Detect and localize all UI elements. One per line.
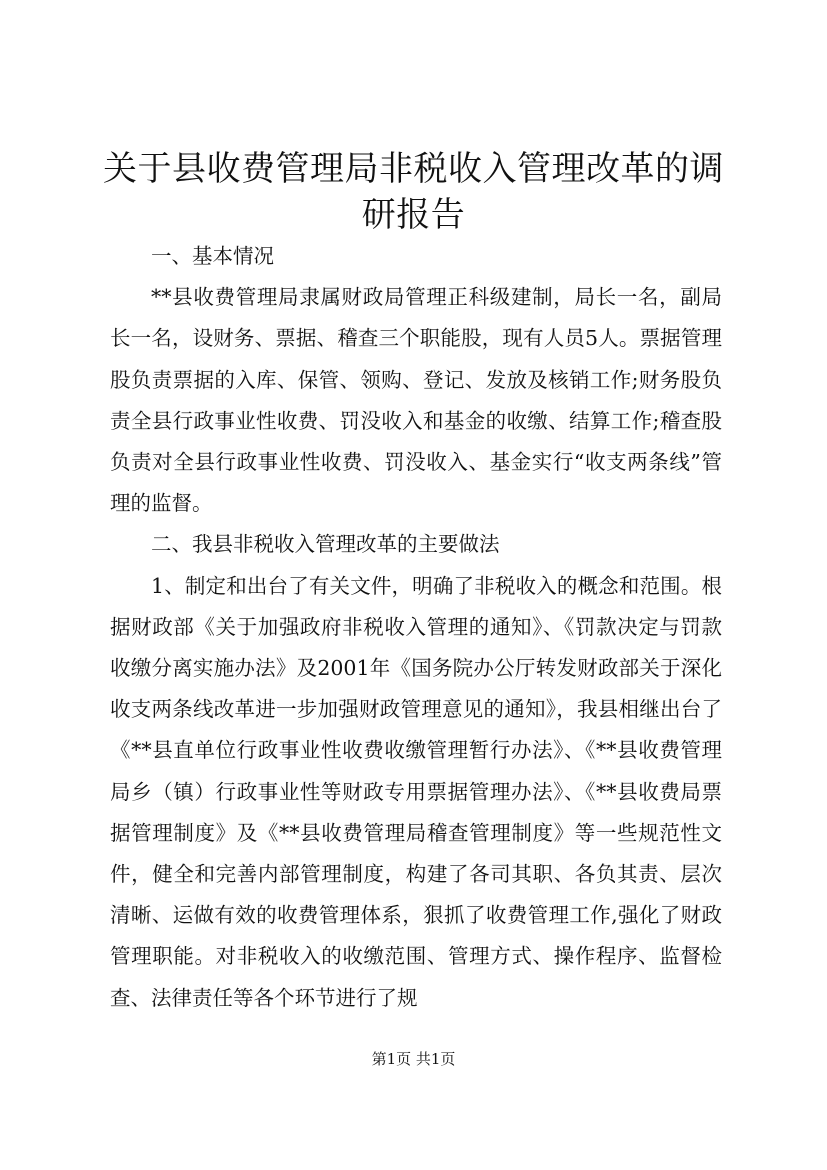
section-heading-main-practices: 二、我县非税收入管理改革的主要做法	[151, 532, 500, 557]
paragraph-basic-situation: **县收费管理局隶属财政局管理正科级建制，局长一名，副局长一名，设财务、票据、稽查三个职能股，现有人员5人。票据管理股负责票据的入库、保管、领购、登记、发放及核销工作;财务股负责全县行政事业性收费、罚没收入和基金的收缴、结算工作;稽查股负责对全县行政事业性收费、罚没收入、基金实行“收支两条线”管理的监督。	[110, 285, 722, 516]
section-heading-basic-situation: 一、基本情况	[151, 244, 274, 268]
document-body	[110, 236, 722, 1019]
paragraph-practice-1: 1、制定和出台了有关文件，明确了非税收入的概念和范围。根据财政部《关于加强政府非税收入管理的通知》、《罚款决定与罚款收缴分离实施办法》及2001年《国务院办公厅转发财政部关于深化收支两条线改革进一步加强财政管理意见的通知》，我县相继出台了《**县直单位行政事业性收费收缴管理暂行办法》、《**县收费管理局乡（镇）行政事业性等财政专用票据管理办法》、《**县收费局票据管理制度》及《**县收费管理局稽查管理制度》等一些规范性文件，健全和完善内部管理制度，构建了各司其职、各负其责、层次清晰、运做有效的收费管理体系，狠抓了收费管理工作,强化了财政管理职能。对非税收入的收缴范围、管理方式、操作程序、监督检查、法律责任等各个环节进行了规	[110, 573, 722, 1010]
page-footer: 第1页 共1页	[371, 1050, 456, 1068]
document-title: 关于县收费管理局非税收入管理改革的调研报告	[103, 149, 724, 235]
